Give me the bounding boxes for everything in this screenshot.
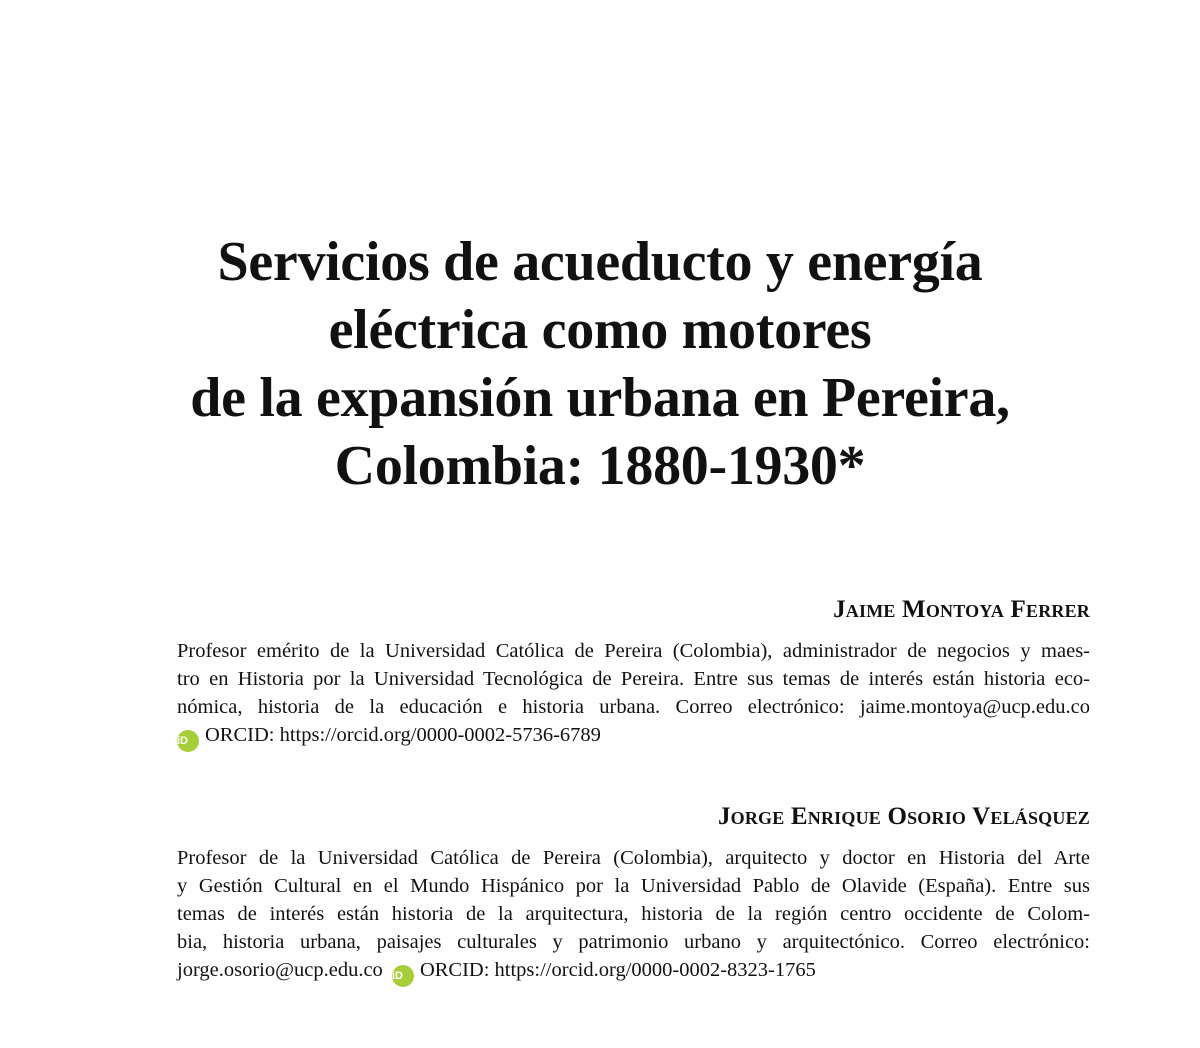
bio-line: temas de interés están historia de la arquitectura, historia de la región centro occidente de Colom- bbox=[177, 903, 1090, 925]
title-line: eléctrica como motores bbox=[328, 298, 872, 361]
orcid-link[interactable]: ORCID: https://orcid.org/0000-0002-8323-1765 bbox=[419, 959, 816, 981]
bio-line: Profesor de la Universidad Católica de Pereira (Colombia), arquitecto y doctor en Historia del Arte bbox=[177, 847, 1090, 869]
author-bio bbox=[177, 844, 1090, 987]
author-bio bbox=[177, 637, 1090, 752]
author-block-2 bbox=[177, 802, 1090, 987]
orcid-icon: iD bbox=[177, 730, 199, 752]
bio-line: bia, historia urbana, paisajes culturales y patrimonio urbano y arquitectónico. Correo electrónico: bbox=[177, 931, 1090, 953]
title-line: Servicios de acueducto y energía bbox=[217, 230, 983, 293]
bio-line: tro en Historia por la Universidad Tecnológica de Pereira. Entre sus temas de interés están historia eco- bbox=[177, 668, 1090, 690]
email-orcid-line bbox=[177, 956, 1090, 987]
orcid-link[interactable]: ORCID: https://orcid.org/0000-0002-5736-6789 bbox=[205, 724, 601, 746]
orcid-line bbox=[177, 721, 1090, 752]
title-line: de la expansión urbana en Pereira, bbox=[190, 366, 1010, 429]
author-email[interactable]: jorge.osorio@ucp.edu.co bbox=[177, 959, 383, 981]
bio-line: nómica, historia de la educación e historia urbana. Correo electrónico: jaime.montoya@ucp.edu.co bbox=[177, 696, 1090, 718]
author-block-1 bbox=[177, 595, 1090, 752]
paper-title bbox=[100, 228, 1100, 500]
author-name: Jorge Enrique Osorio Velásquez bbox=[717, 803, 1090, 830]
bio-line: Profesor emérito de la Universidad Católica de Pereira (Colombia), administrador de negocios y maes- bbox=[177, 640, 1090, 662]
author-name: Jaime Montoya Ferrer bbox=[833, 596, 1090, 623]
bio-line: y Gestión Cultural en el Mundo Hispánico por la Universidad Pablo de Olavide (España). Entre sus bbox=[177, 875, 1090, 897]
orcid-icon: iD bbox=[392, 965, 414, 987]
title-line: Colombia: 1880-1930* bbox=[334, 434, 866, 497]
